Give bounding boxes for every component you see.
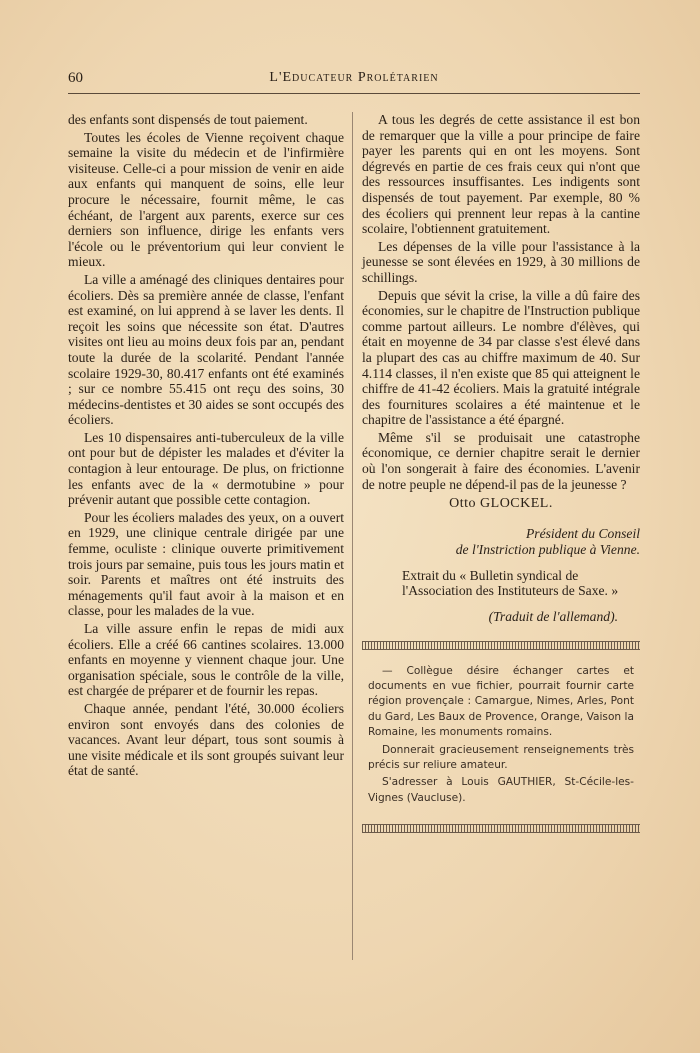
header-rule (68, 93, 640, 94)
paragraph: Les dépenses de la ville pour l'assistance à la jeunesse se sont élevées en 1929, à 30 millions de schillings. (362, 238, 640, 285)
paragraph: Pour les écoliers malades des yeux, on a ouvert en 1929, une clinique centrale dirigée par une femme, oculiste : clinique ouverte primitivement trois jours par semaine, puis tous les jours matin et soir. Parents et maîtres ont été instruits des ménagements qu'il faut avoir à la maison et en classe, pour les malades de la vue. (68, 509, 344, 619)
paragraph: Chaque année, pendant l'été, 30.000 écoliers environ sont envoyés dans des colonies de vacances. Avant leur départ, tous sont soumis à une visite médicale et ils sont groupés suivant leur état de santé. (68, 700, 344, 779)
paragraph: des enfants sont dispensés de tout paiement. (68, 112, 308, 127)
page-header (68, 70, 640, 90)
translation-note: (Traduit de l'allemand). (488, 609, 618, 625)
notice-paragraph: S'adresser à Louis GAUTHIER, St-Cécile-les-Vignes (Vaucluse). (368, 776, 634, 804)
classified-notice (368, 664, 634, 807)
page-number: 60 (68, 70, 83, 86)
signature: Otto GLOCKEL. (449, 496, 553, 512)
notice-paragraph: — Collègue désire échanger cartes et documents en vue fichier, pourrait fournir carte région provençale : Camargue, Nimes, Arles, Pont du Gard, Les Baux de Provence, Orange, Vaison la Romaine, les monuments romains. (368, 664, 634, 739)
ornamental-rule (362, 641, 640, 650)
paragraph: La ville a aménagé des cliniques dentaires pour écoliers. Dès sa première année de classe, l'enfant est examiné, on lui apprend à se laver les dents. Il reçoit les soins que nécessite son état. D'autres visites ont lieu au moins deux fois par an, pendant toute la durée de la scolarité. Pendant l'année scolaire 1929-30, 80.417 enfants ont été examinés ; sur ce nombre 55.415 ont reçu des soins, 30 médecins-dentistes et 30 aides se sont occupés des écoliers. (68, 271, 344, 428)
right-column (362, 112, 640, 847)
paragraph: Toutes les écoles de Vienne reçoivent chaque semaine la visite du médecin et de l'infirmière visiteuse. Celle-ci a pour mission de venir en aide aux enfants qui manquent de soins, elle leur procure le nécessaire, fournit même, le cas échéant, de l'argent aux parents, exerce sur ces derniers son influence, dirige les enfants vers l'école ou le préventorium qui leur convient le mieux. (68, 129, 344, 270)
author-title: Président du Conseil (525, 525, 640, 541)
paragraph: A tous les degrés de cette assistance il est bon de remarquer que la ville a pour principe de faire payer les parents qui en ont les moyens. Sont dégrevés en partie de ces frais ceux qui n'ont que des ressources insuffisantes. Les indigents sont dispensés de tout payement. Par exemple, 80 % des écoliers qui prennent leur repas à la cantine scolaire, l'obtiennent gratuitement. (362, 112, 640, 237)
running-title: L'Educateur Prolétarien (269, 70, 439, 85)
left-column (68, 112, 344, 781)
paragraph: Depuis que sévit la crise, la ville a dû faire des économies, sur le chapitre de l'Instruction publique comme partout ailleurs. Le nombre d'élèves, qui était en moyenne de 34 par classe s'est élevé dans la plupart des cas au chiffre maximum de 40. Sur 4.114 classes, il n'en existe que 85 qui atteignent le chiffre de 41-42 écoliers. Mais la gratuité intégrale des fournitures scolaires a été maintenue et le chapitre de l'assistance a été épargné. (362, 287, 640, 428)
paragraph: Les 10 dispensaires anti-tuberculeux de la ville ont pour but de dépister les malades et d'éviter la contagion à leur entourage. De plus, on frictionne les enfants avec de la « dermotubine » pour prévenir autant que possible cette contagion. (68, 429, 344, 508)
ornamental-rule (362, 824, 640, 833)
paragraph: La ville assure enfin le repas de midi aux écoliers. Elle a créé 66 cantines scolaires. 13.000 enfants en moyenne y viennent chaque jour. Une organisation spéciale, sous le contrôle de la ville, est chargée de préparer et de fournir les repas. (68, 621, 344, 699)
author-title: de l'Instriction publique à Vienne. (455, 541, 640, 557)
paragraph: Même s'il se produisait une catastrophe économique, ce dernier chapitre serait le dernier où l'on songerait à faire des économies. L'avenir de notre peuple ne dépend-il pas de la jeunesse ? (362, 429, 640, 492)
column-divider (352, 112, 353, 960)
extract-source: Extrait du « Bulletin syndical de l'Association des Instituteurs de Saxe. » (402, 567, 619, 599)
notice-paragraph: Donnerait gracieusement renseignements très précis sur reliure amateur. (368, 743, 634, 772)
